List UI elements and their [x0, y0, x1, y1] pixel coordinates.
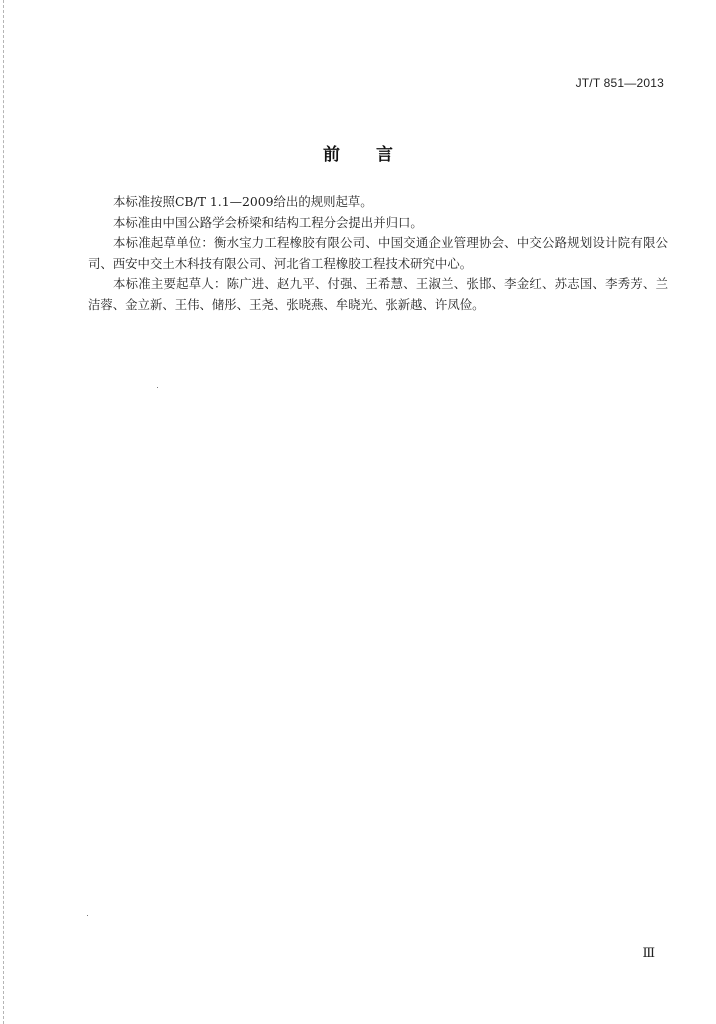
- preface-title-char-1: 前: [323, 145, 340, 165]
- preface-paragraph-drafting-rules: 本标准按照CB/T 1.1—2009给出的规则起草。: [113, 194, 373, 209]
- preface-paragraph-drafters: 本标准主要起草人：陈广进、赵九平、付强、王希慧、王淑兰、张邯、李金红、苏志国、李秀芳、兰洁蓉、金立新、王伟、储彤、王尧、张晓燕、牟晓光、张新越、许凤俭。: [88, 276, 668, 312]
- page-number: Ⅲ: [642, 946, 654, 961]
- preface-paragraph-proposer: 本标准由中国公路学会桥梁和结构工程分会提出并归口。: [113, 214, 423, 230]
- preface-title-char-2: 言: [376, 145, 393, 165]
- preface-title: [0, 140, 716, 165]
- preface-paragraph-drafting-units: 本标准起草单位：衡水宝力工程橡胶有限公司、中国交通企业管理协会、中交公路规划设计院有限公司、西安中交土木科技有限公司、河北省工程橡胶工程技术研究中心。: [88, 235, 668, 271]
- scan-speck: [157, 387, 158, 388]
- standard-code: JT/T 851—2013: [575, 76, 664, 90]
- scan-speck: [87, 915, 88, 916]
- preface-body: [88, 192, 668, 315]
